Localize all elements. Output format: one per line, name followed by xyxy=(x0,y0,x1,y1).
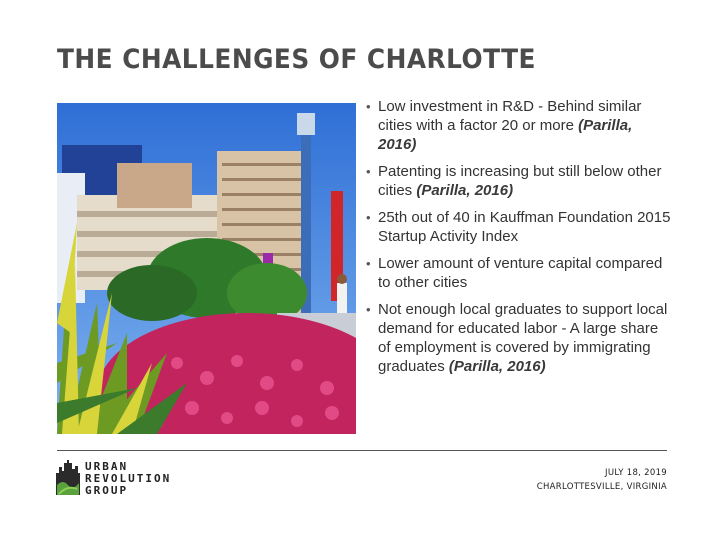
citation: (Parilla, 2016) xyxy=(416,182,514,199)
list-item xyxy=(366,300,671,376)
bullet-text: Not enough local graduates to support local demand for educated labor - A large share of employment is covered by immigrating graduates xyxy=(378,301,668,375)
urban-revolution-group-logo xyxy=(55,459,175,499)
citation: (Parilla, 2016) xyxy=(378,117,633,153)
challenge-list xyxy=(366,97,671,384)
logo-line-urban: URBAN xyxy=(85,460,129,473)
city-skyline-icon xyxy=(55,459,81,497)
list-item xyxy=(366,208,671,246)
event-date: JULY 18, 2019 xyxy=(605,468,667,478)
event-info xyxy=(537,466,667,494)
event-location: CHARLOTTESVILLE, VIRGINIA xyxy=(536,482,667,492)
city-photo xyxy=(57,103,356,434)
bullet-text: 25th out of 40 in Kauffman Foundation 2015 Startup Activity Index xyxy=(378,209,671,245)
bullet-text: Patenting is increasing but still below other cities xyxy=(378,163,662,199)
list-item xyxy=(366,254,671,292)
bullet-text: Low investment in R&D - Behind similar cities with a factor 20 or more xyxy=(378,98,642,134)
list-item xyxy=(366,97,671,154)
citation: (Parilla, 2016) xyxy=(448,358,546,375)
slide-title: THE CHALLENGES OF CHARLOTTE xyxy=(57,44,536,75)
bullet-text: Lower amount of venture capital compared to other cities xyxy=(378,255,663,291)
list-item xyxy=(366,162,671,200)
footer-divider xyxy=(57,450,667,451)
logo-line-group: GROUP xyxy=(85,484,129,497)
logo-line-revolution: REVOLUTION xyxy=(85,472,172,485)
